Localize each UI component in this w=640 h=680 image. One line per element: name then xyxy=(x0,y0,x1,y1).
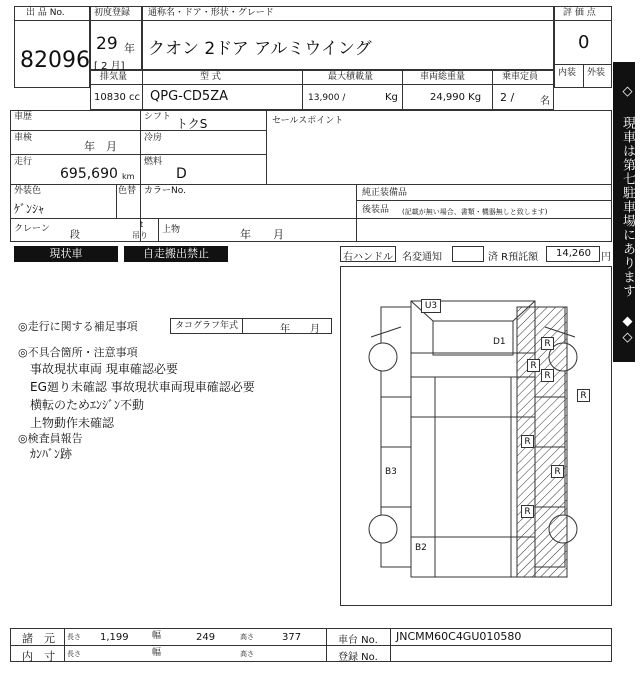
capacity-unit: 名 xyxy=(540,96,550,107)
score-label: 評 価 点 xyxy=(563,8,596,18)
gross-weight-label: 車両総重量 xyxy=(420,72,466,82)
tachograph-value: 年 月 xyxy=(280,324,320,335)
code-r-1: R xyxy=(541,337,554,350)
code-r-3: R xyxy=(541,369,554,382)
code-r-6: R xyxy=(551,465,564,478)
name-change-box xyxy=(452,246,484,262)
mileage-value: 695,690 xyxy=(60,166,118,182)
height-value: 377 xyxy=(282,632,302,643)
reg-label: 登録 No. xyxy=(338,652,378,663)
tachograph-label: タコグラフ年式 xyxy=(175,321,239,331)
defect-line-2: EG廻り未確認 事故現状車両現車確認必要 xyxy=(30,380,255,394)
aftermarket-label: 後装品 xyxy=(362,205,390,215)
internal-length-label: 長さ xyxy=(67,650,81,658)
model-code: QPG-CD5ZA xyxy=(150,89,228,104)
upper-value: 年 月 xyxy=(240,228,284,241)
code-r-5: R xyxy=(521,435,534,448)
code-r-2: R xyxy=(527,359,540,372)
code-u3 xyxy=(421,299,441,313)
fuel-value: D xyxy=(176,166,187,182)
defect-line-3: 横転のためｴﾝｼﾞﾝ不動 xyxy=(30,398,145,412)
inspector-heading: ◎検査員報告 xyxy=(18,432,83,445)
recycle-label: 済 R預託額 xyxy=(488,252,539,263)
crane-unit: 段 xyxy=(70,230,80,241)
ac-label: 冷房 xyxy=(144,133,163,143)
self-drive-ban-badge: 自走搬出禁止 xyxy=(124,246,228,262)
crane-label: クレーン xyxy=(14,224,50,234)
supplement-heading: ◎走行に関する補足事項 xyxy=(18,320,138,333)
width-label: 幅 xyxy=(152,631,162,641)
code-u3-text: U3 xyxy=(424,301,438,311)
defect-line-4: 上物動作未確認 xyxy=(30,416,115,430)
name-change-label: 名変通知 xyxy=(402,252,442,263)
inspection-value: 年 月 xyxy=(84,140,117,153)
shift-value: トクS xyxy=(176,117,208,131)
upper-label: 上物 xyxy=(162,225,181,235)
first-reg-year: 29 xyxy=(96,34,118,54)
code-r-7: R xyxy=(521,505,534,518)
truck-outline xyxy=(341,267,611,605)
capacity-label: 乗車定員 xyxy=(502,72,539,82)
max-load-label: 最大積載量 xyxy=(328,72,374,82)
history-label: 車歴 xyxy=(14,112,33,122)
max-load: 13,900 / xyxy=(308,93,346,103)
aftermarket-note: (記載が無い場合、書類・機器無しと致します) xyxy=(402,208,548,216)
first-reg-label: 初度登録 xyxy=(94,8,131,18)
code-r-4: R xyxy=(577,389,590,402)
color-label: 外装色 xyxy=(14,186,42,196)
max-load-unit: Kg xyxy=(385,92,398,103)
crane-hang: 吊り xyxy=(132,231,148,240)
fuel-label: 燃料 xyxy=(144,157,163,167)
first-reg-month: [ 2 月] xyxy=(94,61,125,72)
color-value: ｹﾞﾝｼｬ xyxy=(14,202,45,216)
genuine-equip-label: 純正装備品 xyxy=(362,188,408,198)
car-name: クオン 2ドア アルミウイング xyxy=(148,39,372,59)
code-b3: B3 xyxy=(385,467,397,477)
mileage-unit: km xyxy=(122,172,135,181)
length-label: 長さ xyxy=(67,633,81,641)
gross-weight: 24,990 Kg xyxy=(430,92,482,103)
exterior-label: 外装 xyxy=(587,68,606,78)
code-d1: D1 xyxy=(493,337,506,347)
interior-label: 内装 xyxy=(558,68,577,78)
recycle-unit: 円 xyxy=(601,252,611,263)
steering-value: 右ハンドル xyxy=(343,252,393,263)
damage-diagram xyxy=(340,266,612,606)
sales-point-label: セールスポイント xyxy=(272,116,344,126)
height-label: 高さ xyxy=(240,633,254,641)
parking-location-banner: ◇ 現車は第七駐車場にあります ◆◇ xyxy=(613,62,635,362)
year-unit: 年 xyxy=(124,42,135,55)
internal-width-label: 幅 xyxy=(152,648,162,658)
car-name-label: 通称名・ドア・形状・グレード xyxy=(148,8,274,18)
code-b2: B2 xyxy=(415,543,427,553)
chassis-label: 車台 No. xyxy=(338,635,378,646)
width-value: 249 xyxy=(196,632,216,643)
color-change-label: 色替 xyxy=(118,186,137,196)
inspection-label: 車検 xyxy=(14,133,33,143)
model-label: 型 式 xyxy=(200,72,221,82)
lot-number: 82096 xyxy=(20,48,90,73)
defect-line-1: 事故現状車両 現車確認必要 xyxy=(30,362,178,376)
defects-heading: ◎不具合箇所・注意事項 xyxy=(18,346,138,359)
dims-label: 諸 元 xyxy=(22,632,55,645)
crane-ton: t xyxy=(140,220,144,229)
score-value: 0 xyxy=(578,32,590,53)
inspector-line: ｶﾝﾊﾞﾝ跡 xyxy=(30,447,73,461)
internal-height-label: 高さ xyxy=(240,650,254,658)
shift-label: シフト xyxy=(144,112,172,122)
mileage-label: 走行 xyxy=(14,157,33,167)
recycle-amount: 14,260 xyxy=(556,248,591,259)
internal-label: 内 寸 xyxy=(22,650,55,663)
color-no-label: カラーNo. xyxy=(144,186,186,196)
current-state-badge: 現状車 xyxy=(14,246,118,262)
length-value: 1,199 xyxy=(100,632,129,643)
displacement-label: 排気量 xyxy=(100,72,128,82)
chassis-number: JNCMM60C4GU010580 xyxy=(396,630,522,643)
lot-no-label: 出 品 No. xyxy=(26,8,65,18)
displacement: 10830 cc xyxy=(94,92,140,103)
capacity: 2 / xyxy=(500,91,515,104)
